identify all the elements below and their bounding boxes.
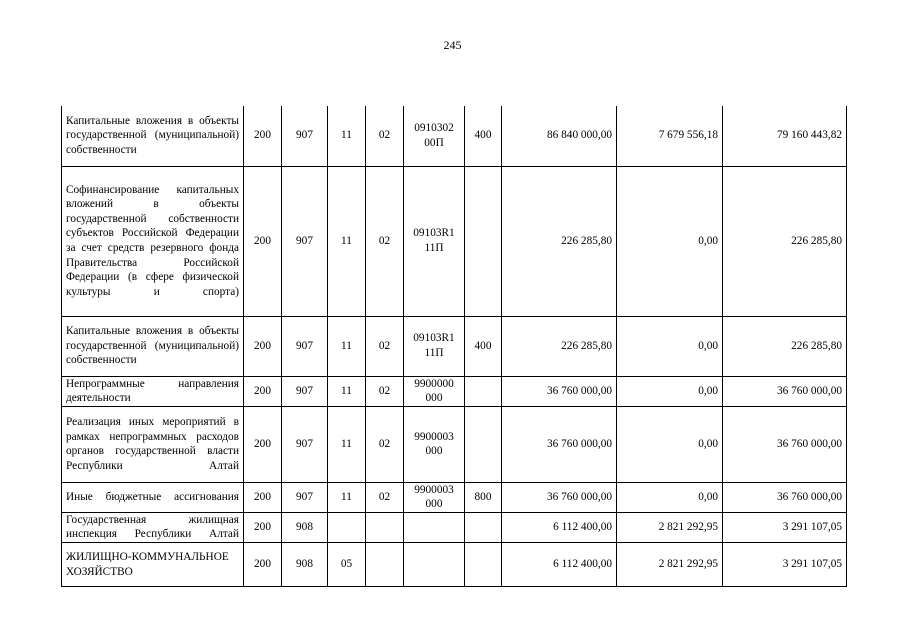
row-name: Государственная жилищная инспекция Республики Алтай xyxy=(62,512,244,542)
amount1-cell: 226 285,80 xyxy=(502,166,617,316)
amount1-cell: 36 760 000,00 xyxy=(502,376,617,406)
target-cell: 0910302 00П xyxy=(404,106,465,166)
page-number: 245 xyxy=(443,38,462,52)
ministry-cell: 200 xyxy=(244,406,282,482)
subsection-cell: 02 xyxy=(366,316,404,376)
amount3-cell: 226 285,80 xyxy=(723,316,847,376)
amount1-cell: 226 285,80 xyxy=(502,316,617,376)
row-name: Иные бюджетные ассигнования xyxy=(62,482,244,512)
section-cell: 11 xyxy=(328,106,366,166)
ministry-cell: 200 xyxy=(244,543,282,587)
subsection-cell: 02 xyxy=(366,106,404,166)
subsection-cell xyxy=(366,543,404,587)
amount3-cell: 3 291 107,05 xyxy=(723,512,847,542)
code-cell: 908 xyxy=(282,512,328,542)
row-name: Реализация иных мероприятий в рамках непрограммных расходов органов государственной власти Республики Алтай xyxy=(62,406,244,482)
ministry-cell: 200 xyxy=(244,316,282,376)
target-cell: 9900003 000 xyxy=(404,482,465,512)
target-cell xyxy=(404,543,465,587)
subsection-cell: 02 xyxy=(366,166,404,316)
table-row xyxy=(62,482,847,512)
amount2-cell: 2 821 292,95 xyxy=(617,543,723,587)
amount2-cell: 0,00 xyxy=(617,482,723,512)
amount1-cell: 36 760 000,00 xyxy=(502,406,617,482)
code-cell: 907 xyxy=(282,482,328,512)
code-cell: 907 xyxy=(282,106,328,166)
subsection-cell xyxy=(366,512,404,542)
type-cell xyxy=(465,406,502,482)
amount2-cell: 0,00 xyxy=(617,316,723,376)
row-name: Непрограммные направления деятельности xyxy=(62,376,244,406)
amount1-cell: 6 112 400,00 xyxy=(502,512,617,542)
table-row xyxy=(62,166,847,316)
code-cell: 907 xyxy=(282,316,328,376)
table-row xyxy=(62,316,847,376)
row-name: Капитальные вложения в объекты государственной (муниципальной) собственности xyxy=(62,106,244,166)
amount2-cell: 0,00 xyxy=(617,166,723,316)
amount1-cell: 6 112 400,00 xyxy=(502,543,617,587)
table-row xyxy=(62,406,847,482)
type-cell: 400 xyxy=(465,106,502,166)
amount2-cell: 7 679 556,18 xyxy=(617,106,723,166)
ministry-cell: 200 xyxy=(244,482,282,512)
code-cell: 907 xyxy=(282,166,328,316)
code-cell: 907 xyxy=(282,406,328,482)
ministry-cell: 200 xyxy=(244,166,282,316)
amount2-cell: 0,00 xyxy=(617,376,723,406)
amount3-cell: 79 160 443,82 xyxy=(723,106,847,166)
type-cell xyxy=(465,543,502,587)
target-cell: 9900003 000 xyxy=(404,406,465,482)
table-row xyxy=(62,512,847,542)
section-cell: 11 xyxy=(328,376,366,406)
amount2-cell: 2 821 292,95 xyxy=(617,512,723,542)
type-cell xyxy=(465,512,502,542)
code-cell: 908 xyxy=(282,543,328,587)
amount3-cell: 226 285,80 xyxy=(723,166,847,316)
table-row xyxy=(62,106,847,166)
amount1-cell: 36 760 000,00 xyxy=(502,482,617,512)
budget-table xyxy=(61,106,847,587)
section-cell: 11 xyxy=(328,166,366,316)
type-cell xyxy=(465,166,502,316)
subsection-cell: 02 xyxy=(366,482,404,512)
type-cell xyxy=(465,376,502,406)
ministry-cell: 200 xyxy=(244,106,282,166)
target-cell: 9900000 000 xyxy=(404,376,465,406)
amount3-cell: 36 760 000,00 xyxy=(723,482,847,512)
row-name: ЖИЛИЩНО-КОММУНАЛЬНОЕ ХОЗЯЙСТВО xyxy=(62,543,244,587)
type-cell: 800 xyxy=(465,482,502,512)
table-row xyxy=(62,543,847,587)
subsection-cell: 02 xyxy=(366,406,404,482)
target-cell: 09103R1 11П xyxy=(404,316,465,376)
amount3-cell: 36 760 000,00 xyxy=(723,406,847,482)
section-cell xyxy=(328,512,366,542)
subsection-cell: 02 xyxy=(366,376,404,406)
section-cell: 11 xyxy=(328,406,366,482)
section-cell: 11 xyxy=(328,316,366,376)
ministry-cell: 200 xyxy=(244,512,282,542)
target-cell xyxy=(404,512,465,542)
target-cell: 09103R1 11П xyxy=(404,166,465,316)
code-cell: 907 xyxy=(282,376,328,406)
table-row xyxy=(62,376,847,406)
type-cell: 400 xyxy=(465,316,502,376)
row-name: Капитальные вложения в объекты государственной (муниципальной) собственности xyxy=(62,316,244,376)
amount1-cell: 86 840 000,00 xyxy=(502,106,617,166)
section-cell: 11 xyxy=(328,482,366,512)
row-name: Софинансирование капитальных вложений в объекты государственной собственности субъектов Российской Федерации за счет средств резервного фонда Правительства Российской Федерации (в сфере физической культуры и спорта) xyxy=(62,166,244,316)
amount2-cell: 0,00 xyxy=(617,406,723,482)
section-cell: 05 xyxy=(328,543,366,587)
amount3-cell: 36 760 000,00 xyxy=(723,376,847,406)
ministry-cell: 200 xyxy=(244,376,282,406)
amount3-cell: 3 291 107,05 xyxy=(723,543,847,587)
